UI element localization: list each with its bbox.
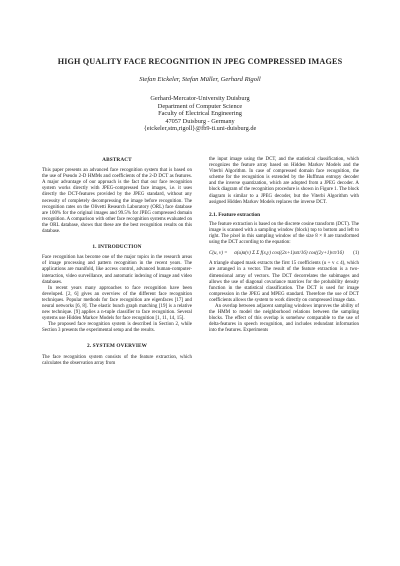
feature-extraction-heading: 2.1. Feature extraction [209,211,261,218]
dct-equation [209,251,359,257]
affiliation-line: 47057 Duisburg - Germany [165,117,235,125]
intro-paragraph: In recent years many approaches to face recognition have been developed. [2, 6] gives an overview of the different face recognition techniques. Popular methods for face recognition are eigenfaces [17] and neural networks [6, 8]. The elastic bunch graph matching [19] is a relative new technique. [9] applies a n-tuple classifier to face recognition. Several systems use Hidden Markov Models for face recognition [1, 11, 14, 15]. [42,285,192,322]
affiliation-line: Faculty of Electrical Engineering [158,110,242,118]
intro-paragraph: The proposed face recognition system is described in Section 2, while Section 3 presents the experimental setup and the results. [42,322,192,334]
equation-number: (1) [353,251,359,257]
paper-title: HIGH QUALITY FACE RECOGNITION IN JPEG COMPRESSED IMAGES [57,57,343,66]
intro-paragraph: Face recognition has become one of the major topics in the research areas of image processing and pattern recognition in the recent years. The applications are manifold, like access control, advanced human-computer-interaction, video surveillance, and automatic indexing of image and video databases. [42,255,192,285]
affiliation-line: Department of Computer Science [157,102,243,110]
equation-body: α(u)α(v) Σ Σ f(x,y) cos((2x+1)uπ/16) cos((2y+1)vπ/16) [234,251,344,257]
affiliation-block [0,95,400,133]
abstract-text: This paper presents an advanced face recognition system that is based on the use of Pseudo 2-D HMMs and coefficients of the 2-D DCT as features. A major advantage of our approach is the fact that our face recognition system works directly with JPEG-compressed face images, i.e. it uses directly the DCT-features provided by the JPEG standard, without any necessity of completely decompressing the image before recognition. The recognition rates on the Olivetti Research Laboratory (ORL) face database are 100% for the original images and 99.5% for JPEG compressed domain recognition. A comparison with other face recognition systems evaluated on the ORL database, shows that these are the best recognition results on this database. [42,168,193,235]
equation-lhs: C(u, v) = [209,251,228,257]
author-emails: {eickeler,stm,rigoll}@fb9-ti.uni-duisburg.de [143,125,257,133]
system-overview-heading: 2. SYSTEM OVERVIEW [86,343,148,350]
abstract-heading: ABSTRACT [102,157,132,163]
left-column [42,157,192,367]
system-overview-continued: the input image using the DCT, and the statistical classification, which recognizes the feature array based on Hidden Markov Models and the Viterbi Algorithm. In case of compressed domain face recognition, the scheme for the recognition is extended by the Huffman entropy decoder and the inverse quantization, which are adopted from a JPEG decoder. A block diagram of the recognition procedure is shown in Figure 1. The block diagram is similar to a JPEG decoder, but the Viterbi Algorithm with assigned Hidden Markov Models replaces the inverse DCT. [209,157,359,205]
feature-paragraph: A triangle shaped mask extracts the first 15 coefficients (u + v ≤ 4), which are arranged in a vector. The result of the feature extraction is a two-dimensional array of vectors. The DCT decorrelates the subimages and allows the use of diagonal covariance matrices for the probability density function in the statistical classification. The DCT is used for image compression in the JPEG and MPEG standard. Therefore the use of DCT coefficients allows the system to work directly on compressed image data. [209,261,359,303]
paper-authors: Stefan Eickeler, Stefan Müller, Gerhard Rigoll [139,76,261,83]
feature-paragraph: An overlap between adjacent sampling windows improves the ability of the HMM to model the neighborhood relations between the sampling blocks. The effect of this overlap is somehow comparable to the use of delta-features in speech recognition, and includes redundant information into the features. Experiments [209,303,359,334]
right-column [209,157,359,334]
introduction-heading: 1. INTRODUCTION [92,244,142,251]
feature-paragraph: The feature extraction is based on the discrete cosine transform (DCT). The image is scanned with a sampling window (block) top to bottom and left to right. The pixel in this sampling window of the size 8 × 8 are transformed using the DCT according to the equation: [209,221,359,246]
system-overview-text: The face recognition system consists of the feature extraction, which calculates the observation array from [42,354,192,366]
affiliation-line: Gerhard-Mercator-University Duisburg [150,95,250,102]
